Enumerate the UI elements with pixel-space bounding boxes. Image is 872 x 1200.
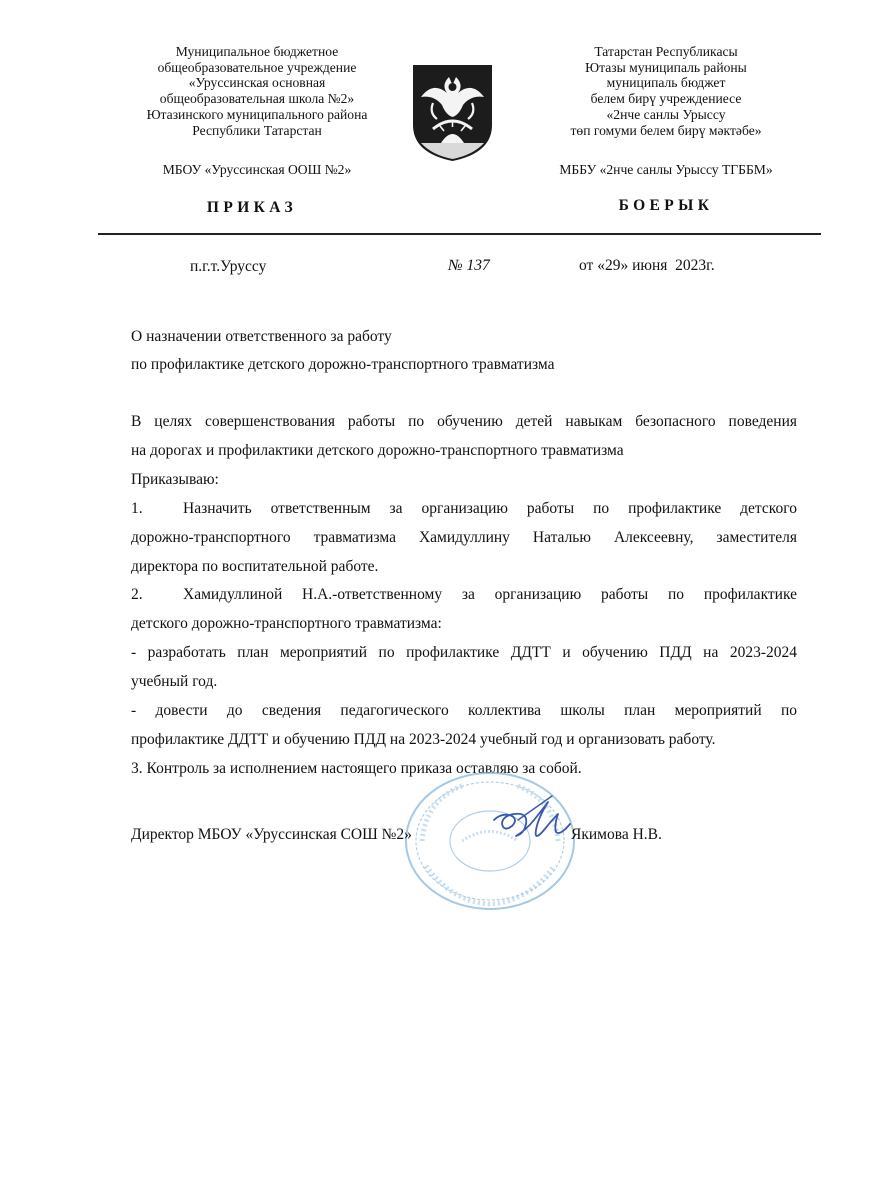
header-left-line: общеобразовательная школа №2» [159, 91, 355, 107]
list-item-2-line: детского дорожно-транспортного травматизма: [131, 615, 442, 633]
header-right-line: белем бирү учреждениесе [590, 91, 742, 107]
subject-line: по профилактике детского дорожно-транспортного травматизма [131, 356, 555, 373]
header-left-line: Республики Татарстан [192, 122, 322, 138]
dash-item-2-line: профилактике ДДТТ и обучению ПДД на 2023-2024 учебный год и организовать работу. [131, 730, 716, 748]
list-item-1 [131, 495, 797, 524]
intro-line: на дорогах и профилактики детского дорожно-транспортного травматизма [131, 441, 624, 459]
list-item-number: 2. [131, 586, 143, 604]
header-left-line: Муниципальное бюджетное [175, 44, 339, 59]
header-divider [98, 233, 821, 235]
header-right-line: Ютазы муниципаль районы [585, 59, 747, 75]
document-body [131, 408, 797, 784]
subject-line: О назначении ответственного за работу [131, 328, 392, 345]
director-title: Директор МБОУ «Уруссинская СОШ №2» [131, 826, 412, 843]
header-left-line: «Уруссинская основная [188, 75, 326, 91]
header-left-abbreviation: МБОУ «Уруссинская ООШ №2» [162, 162, 352, 177]
signer-name: Якимова Н.В. [571, 826, 662, 843]
header-right-block [535, 44, 797, 138]
header-right-line: муниципаль бюджет [606, 75, 726, 91]
dash-item-2-line: - довести до сведения педагогического коллектива школы план мероприятий по [131, 702, 797, 720]
handwritten-signature-icon [488, 790, 576, 854]
header-left-block [118, 44, 396, 138]
header-right-line: «2нче санлы Урыссу [606, 106, 726, 122]
document-subject [131, 323, 554, 379]
header-left-line: Ютазинского муниципального района [146, 106, 368, 122]
dash-item-1-line: - разработать план мероприятий по профилактике ДДТТ и обучению ПДД на 2023-2024 [131, 644, 797, 662]
coat-of-arms-emblem-icon [411, 63, 494, 163]
list-item-2 [131, 581, 797, 610]
title-russian: ПРИКАЗ [206, 199, 298, 216]
list-item-1-line: директора по воспитательной работе. [131, 557, 379, 575]
document-number: № 137 [448, 257, 490, 274]
list-item-text: Хамидуллиной Н.А.-ответственному за организацию работы по профилактике [183, 586, 797, 604]
document-date: от «29» июня 2023г. [579, 257, 715, 274]
header-right-line: төп гомуми белем бирү мәктәбе» [570, 122, 762, 138]
title-tatar: БОЕРЫК [618, 197, 714, 214]
intro-line: В целях совершенствования работы по обучению детей навыкам безопасного поведения [131, 413, 797, 430]
header-right-line: Татарстан Республикасы [594, 44, 738, 59]
order-word: Приказываю: [131, 470, 219, 488]
list-item-3: 3. Контроль за исполнением настоящего приказа оставляю за собой. [131, 759, 582, 777]
dash-item-1-line: учебный год. [131, 673, 218, 691]
list-item-text: Назначить ответственным за организацию работы по профилактике детского [183, 499, 797, 517]
list-item-1-line: дорожно-транспортного травматизма Хамидуллину Наталью Алексеевну, заместителя [131, 528, 797, 546]
header-left-line: общеобразовательное учреждение [157, 59, 357, 75]
list-item-number: 1. [131, 499, 143, 517]
header-right-abbreviation: МББУ «2нче санлы Урыссу ТГББМ» [559, 162, 773, 177]
document-place: п.г.т.Уруссу [190, 258, 267, 275]
